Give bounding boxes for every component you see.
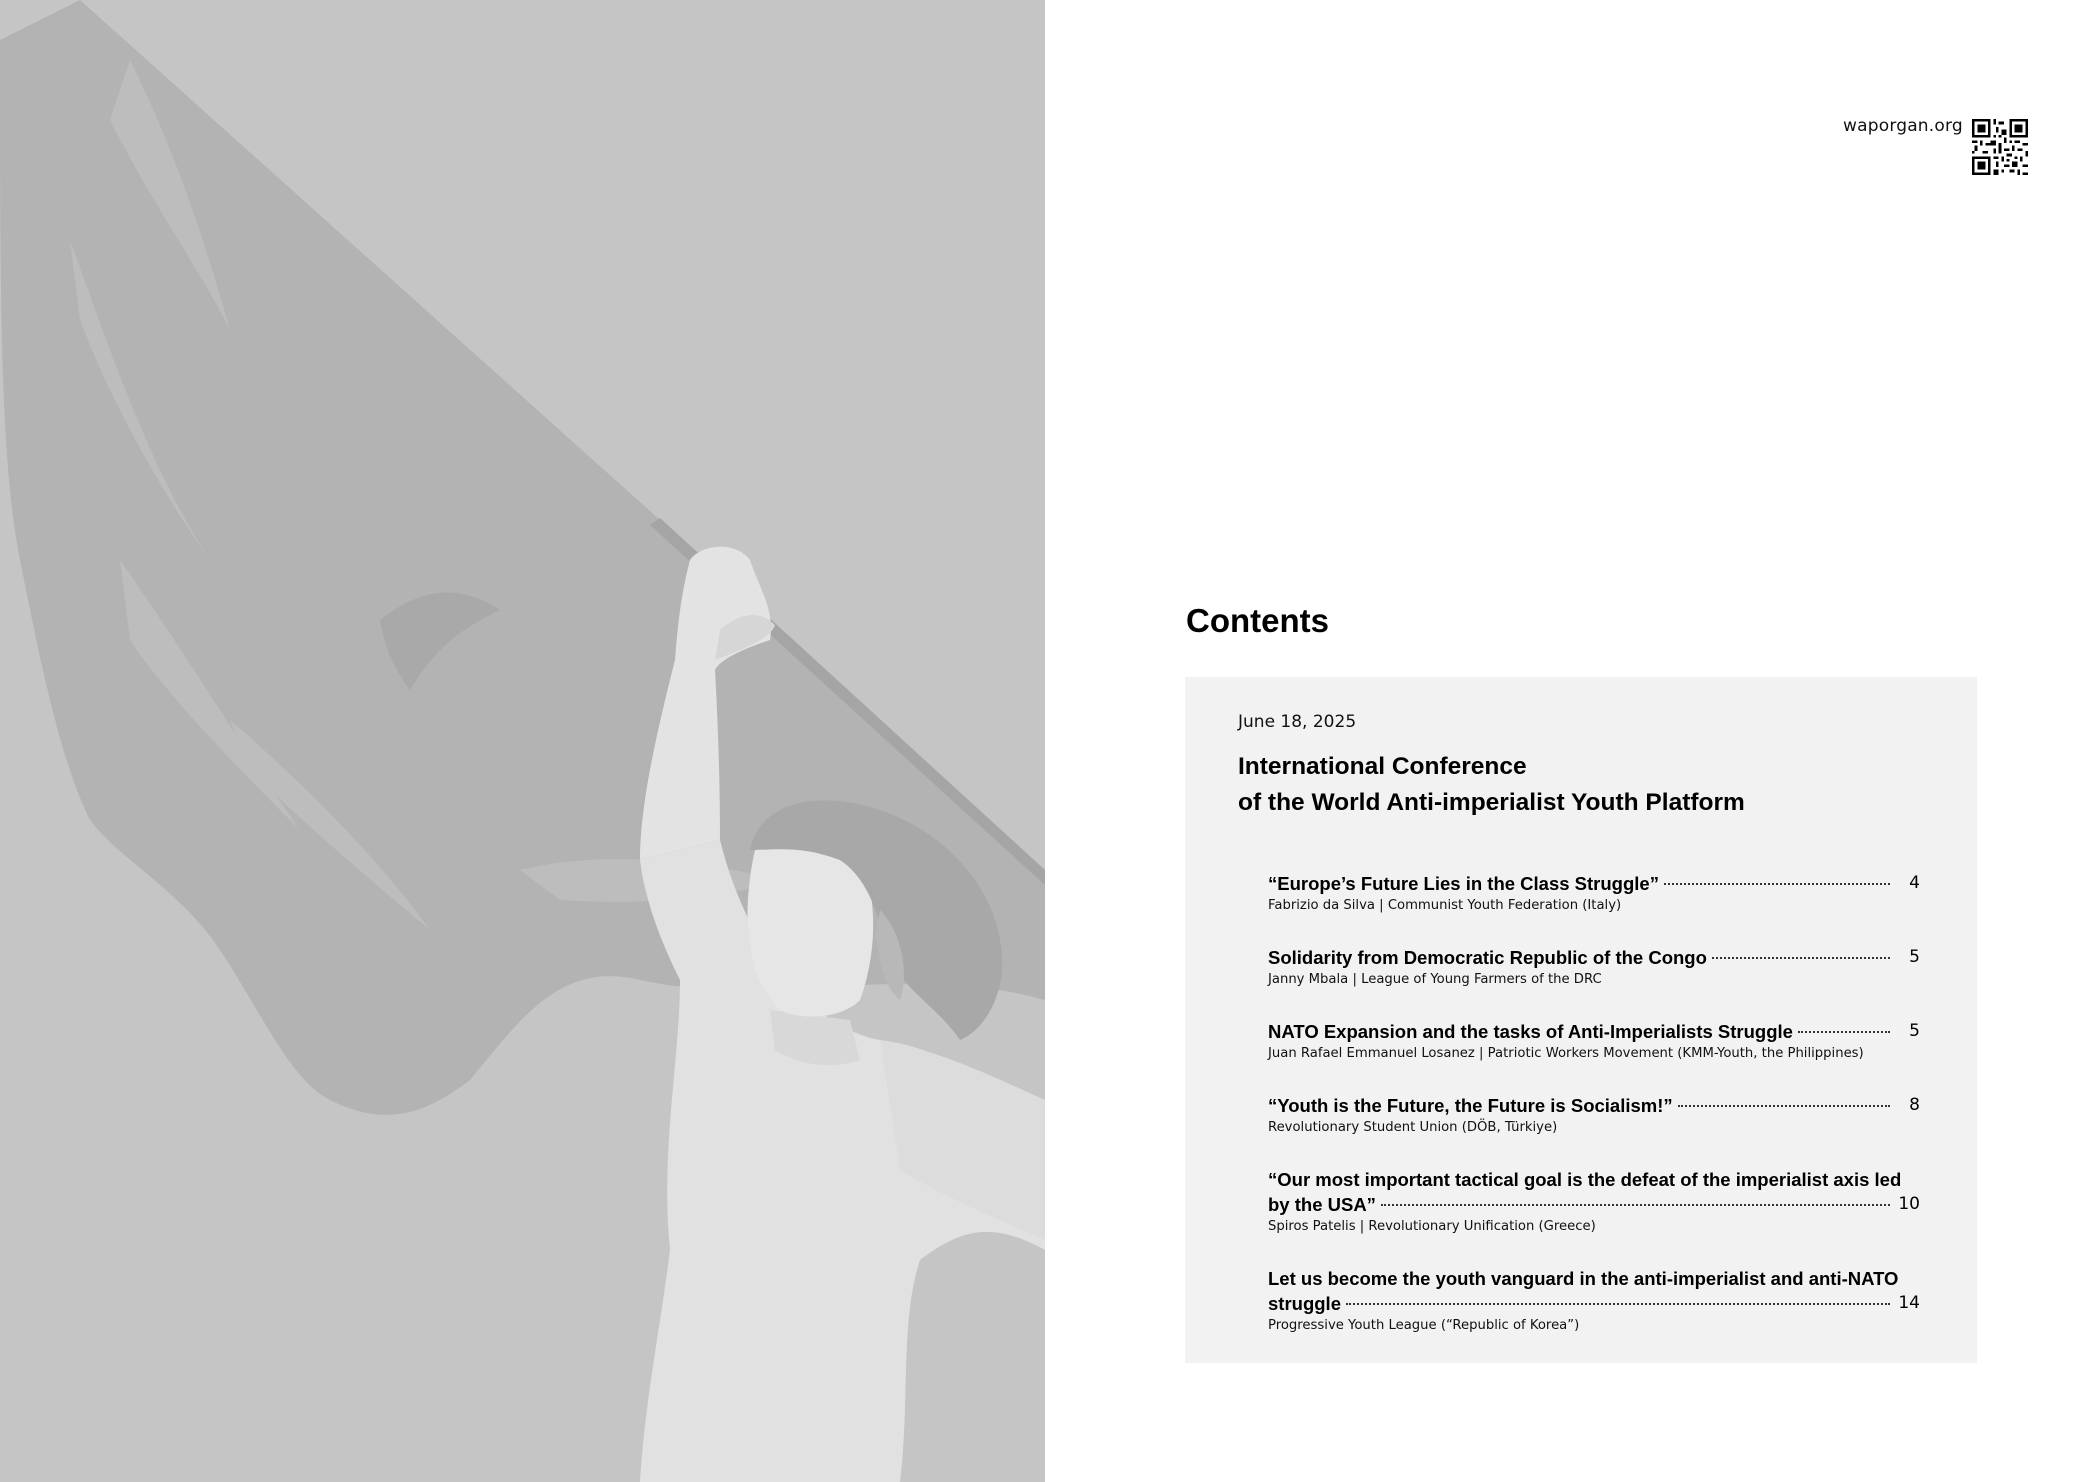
contents-heading: Contents	[1186, 602, 1329, 639]
toc-entry-title-text: NATO Expansion and the tasks of Anti-Imperialists Struggle	[1268, 1021, 1793, 1042]
flag-bearer-illustration-icon	[0, 0, 1045, 1482]
publication-date: June 18, 2025	[1238, 712, 1357, 732]
conference-title	[1238, 749, 1938, 821]
toc-entry-title-text-continued: struggle	[1268, 1293, 1341, 1314]
toc-entry-title-text: Let us become the youth vanguard in the anti-imperialist and anti-NATO	[1268, 1268, 1899, 1289]
toc-entry-title-text-continued: by the USA”	[1268, 1194, 1376, 1215]
toc-entry-byline: Progressive Youth League (“Republic of Korea”)	[1268, 1318, 1580, 1333]
toc-page-number: 10	[1898, 1194, 1920, 1214]
toc-entry[interactable]	[1268, 1266, 1920, 1336]
toc-entry[interactable]	[1268, 945, 1920, 990]
toc-entry-title-text: Solidarity from Democratic Republic of the Congo	[1268, 947, 1707, 968]
dot-leader	[1712, 957, 1890, 959]
dot-leader	[1678, 1105, 1890, 1107]
contents-page	[1045, 0, 2096, 1482]
toc-entry-byline: Fabrizio da Silva | Communist Youth Federation (Italy)	[1268, 898, 1622, 913]
dot-leader	[1381, 1204, 1890, 1206]
dot-leader	[1798, 1031, 1890, 1033]
dot-leader	[1664, 883, 1890, 885]
site-url[interactable]: waporgan.org	[1843, 116, 1963, 136]
toc-page-number: 5	[1909, 947, 1920, 967]
conference-title-line-2: of the World Anti-imperialist Youth Platform	[1238, 789, 1745, 816]
table-of-contents	[1185, 677, 1977, 1363]
toc-entry-title-text: “Our most important tactical goal is the defeat of the imperialist axis led	[1268, 1169, 1902, 1190]
toc-entry-title[interactable]	[1268, 1019, 1920, 1044]
toc-entry[interactable]	[1268, 1093, 1920, 1138]
toc-entry-byline: Juan Rafael Emmanuel Losanez | Patriotic Workers Movement (KMM-Youth, the Philippines)	[1268, 1046, 1864, 1061]
toc-entry-title[interactable]	[1268, 1167, 1920, 1217]
toc-entry-title-text: “Youth is the Future, the Future is Socialism!”	[1268, 1095, 1673, 1116]
toc-entry[interactable]	[1268, 1019, 1920, 1064]
toc-entry-title[interactable]	[1268, 1266, 1920, 1316]
toc-entry[interactable]	[1268, 1167, 1920, 1237]
toc-page-number: 4	[1909, 873, 1920, 893]
toc-entry-byline: Revolutionary Student Union (DÖB, Türkiye)	[1268, 1120, 1558, 1135]
toc-entry[interactable]	[1268, 871, 1920, 916]
conference-title-line-1: International Conference	[1238, 753, 1527, 780]
illustration-page	[0, 0, 1045, 1482]
toc-page-number: 5	[1909, 1021, 1920, 1041]
toc-entry-title-text: “Europe’s Future Lies in the Class Struggle”	[1268, 873, 1659, 894]
toc-entry-title[interactable]	[1268, 1093, 1920, 1118]
toc-entry-byline: Janny Mbala | League of Young Farmers of the DRC	[1268, 972, 1602, 987]
toc-entry-byline: Spiros Patelis | Revolutionary Unification (Greece)	[1268, 1219, 1596, 1234]
qr-code-icon	[1972, 119, 2028, 175]
toc-entry-title[interactable]	[1268, 871, 1920, 896]
toc-entry-title[interactable]	[1268, 945, 1920, 970]
toc-page-number: 8	[1909, 1095, 1920, 1115]
toc-page-number: 14	[1898, 1293, 1920, 1313]
dot-leader	[1346, 1303, 1890, 1305]
toc-list	[1268, 871, 1920, 1365]
